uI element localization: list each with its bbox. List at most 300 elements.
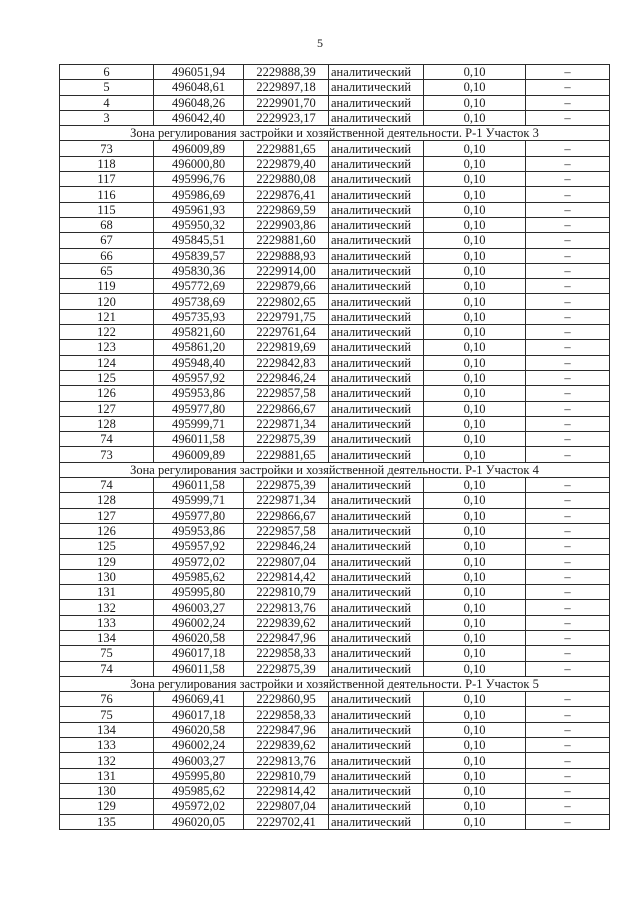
x-coordinate-cell: 496002,24 [154, 738, 244, 753]
accuracy-cell: 0,10 [424, 630, 526, 645]
x-coordinate-cell: 496020,05 [154, 814, 244, 829]
table-row [60, 386, 610, 401]
point-number-cell: 130 [60, 569, 154, 584]
method-cell: аналитический [329, 738, 424, 753]
accuracy-cell: 0,10 [424, 814, 526, 829]
table-row [60, 615, 610, 630]
table-row [60, 554, 610, 569]
table-row [60, 233, 610, 248]
accuracy-cell: 0,10 [424, 493, 526, 508]
accuracy-cell: 0,10 [424, 233, 526, 248]
accuracy-cell: 0,10 [424, 294, 526, 309]
description-cell: – [526, 325, 610, 340]
table-row [60, 340, 610, 355]
method-cell: аналитический [329, 814, 424, 829]
x-coordinate-cell: 495986,69 [154, 187, 244, 202]
description-cell: – [526, 370, 610, 385]
method-cell: аналитический [329, 539, 424, 554]
y-coordinate-cell: 2229810,79 [244, 585, 329, 600]
y-coordinate-cell: 2229881,65 [244, 447, 329, 462]
y-coordinate-cell: 2229807,04 [244, 554, 329, 569]
description-cell: – [526, 783, 610, 798]
y-coordinate-cell: 2229846,24 [244, 539, 329, 554]
description-cell: – [526, 279, 610, 294]
table-row [60, 738, 610, 753]
table-row [60, 692, 610, 707]
zone-header-row [60, 676, 610, 691]
accuracy-cell: 0,10 [424, 340, 526, 355]
point-number-cell: 119 [60, 279, 154, 294]
accuracy-cell: 0,10 [424, 80, 526, 95]
point-number-cell: 129 [60, 799, 154, 814]
description-cell: – [526, 187, 610, 202]
description-cell: – [526, 600, 610, 615]
table-row [60, 722, 610, 737]
y-coordinate-cell: 2229858,33 [244, 646, 329, 661]
x-coordinate-cell: 495977,80 [154, 401, 244, 416]
description-cell: – [526, 722, 610, 737]
x-coordinate-cell: 495972,02 [154, 554, 244, 569]
table-row [60, 95, 610, 110]
y-coordinate-cell: 2229876,41 [244, 187, 329, 202]
y-coordinate-cell: 2229903,86 [244, 217, 329, 232]
x-coordinate-cell: 496017,18 [154, 646, 244, 661]
y-coordinate-cell: 2229879,40 [244, 156, 329, 171]
method-cell: аналитический [329, 615, 424, 630]
description-cell: – [526, 799, 610, 814]
accuracy-cell: 0,10 [424, 738, 526, 753]
table-row [60, 523, 610, 538]
accuracy-cell: 0,10 [424, 508, 526, 523]
y-coordinate-cell: 2229847,96 [244, 630, 329, 645]
x-coordinate-cell: 496003,27 [154, 600, 244, 615]
x-coordinate-cell: 495957,92 [154, 370, 244, 385]
x-coordinate-cell: 495950,32 [154, 217, 244, 232]
accuracy-cell: 0,10 [424, 554, 526, 569]
y-coordinate-cell: 2229761,64 [244, 325, 329, 340]
method-cell: аналитический [329, 569, 424, 584]
table-row [60, 768, 610, 783]
accuracy-cell: 0,10 [424, 65, 526, 80]
description-cell: – [526, 217, 610, 232]
x-coordinate-cell: 496011,58 [154, 432, 244, 447]
method-cell: аналитический [329, 172, 424, 187]
accuracy-cell: 0,10 [424, 279, 526, 294]
y-coordinate-cell: 2229813,76 [244, 600, 329, 615]
description-cell: – [526, 248, 610, 263]
table-row [60, 65, 610, 80]
point-number-cell: 65 [60, 263, 154, 278]
description-cell: – [526, 401, 610, 416]
table-row [60, 355, 610, 370]
table-row [60, 432, 610, 447]
point-number-cell: 135 [60, 814, 154, 829]
x-coordinate-cell: 495985,62 [154, 783, 244, 798]
point-number-cell: 6 [60, 65, 154, 80]
x-coordinate-cell: 495830,36 [154, 263, 244, 278]
method-cell: аналитический [329, 294, 424, 309]
y-coordinate-cell: 2229869,59 [244, 202, 329, 217]
accuracy-cell: 0,10 [424, 386, 526, 401]
point-number-cell: 132 [60, 600, 154, 615]
description-cell: – [526, 630, 610, 645]
point-number-cell: 129 [60, 554, 154, 569]
method-cell: аналитический [329, 95, 424, 110]
y-coordinate-cell: 2229857,58 [244, 386, 329, 401]
table-row [60, 539, 610, 554]
x-coordinate-cell: 495861,20 [154, 340, 244, 355]
description-cell: – [526, 646, 610, 661]
y-coordinate-cell: 2229813,76 [244, 753, 329, 768]
point-number-cell: 68 [60, 217, 154, 232]
y-coordinate-cell: 2229871,34 [244, 493, 329, 508]
point-number-cell: 74 [60, 432, 154, 447]
accuracy-cell: 0,10 [424, 172, 526, 187]
table-row [60, 600, 610, 615]
method-cell: аналитический [329, 554, 424, 569]
x-coordinate-cell: 495953,86 [154, 523, 244, 538]
method-cell: аналитический [329, 141, 424, 156]
point-number-cell: 134 [60, 722, 154, 737]
accuracy-cell: 0,10 [424, 141, 526, 156]
page-number: 5 [317, 36, 323, 50]
y-coordinate-cell: 2229860,95 [244, 692, 329, 707]
point-number-cell: 75 [60, 646, 154, 661]
table-row [60, 661, 610, 676]
table-row [60, 187, 610, 202]
coordinates-table-body [60, 65, 610, 830]
accuracy-cell: 0,10 [424, 355, 526, 370]
x-coordinate-cell: 496051,94 [154, 65, 244, 80]
accuracy-cell: 0,10 [424, 110, 526, 125]
accuracy-cell: 0,10 [424, 95, 526, 110]
table-row [60, 80, 610, 95]
point-number-cell: 125 [60, 539, 154, 554]
accuracy-cell: 0,10 [424, 753, 526, 768]
accuracy-cell: 0,10 [424, 768, 526, 783]
zone-title: Зона регулирования застройки и хозяйственной деятельности. Р-1 Участок 3 [60, 126, 610, 141]
accuracy-cell: 0,10 [424, 539, 526, 554]
method-cell: аналитический [329, 661, 424, 676]
point-number-cell: 125 [60, 370, 154, 385]
x-coordinate-cell: 495972,02 [154, 799, 244, 814]
point-number-cell: 5 [60, 80, 154, 95]
y-coordinate-cell: 2229839,62 [244, 738, 329, 753]
description-cell: – [526, 692, 610, 707]
accuracy-cell: 0,10 [424, 799, 526, 814]
table-row [60, 707, 610, 722]
point-number-cell: 121 [60, 309, 154, 324]
accuracy-cell: 0,10 [424, 432, 526, 447]
accuracy-cell: 0,10 [424, 661, 526, 676]
y-coordinate-cell: 2229880,08 [244, 172, 329, 187]
point-number-cell: 126 [60, 523, 154, 538]
method-cell: аналитический [329, 630, 424, 645]
description-cell: – [526, 263, 610, 278]
y-coordinate-cell: 2229875,39 [244, 478, 329, 493]
table-row [60, 141, 610, 156]
y-coordinate-cell: 2229802,65 [244, 294, 329, 309]
accuracy-cell: 0,10 [424, 447, 526, 462]
description-cell: – [526, 202, 610, 217]
point-number-cell: 74 [60, 661, 154, 676]
description-cell: – [526, 141, 610, 156]
x-coordinate-cell: 496000,80 [154, 156, 244, 171]
x-coordinate-cell: 496069,41 [154, 692, 244, 707]
y-coordinate-cell: 2229879,66 [244, 279, 329, 294]
accuracy-cell: 0,10 [424, 523, 526, 538]
y-coordinate-cell: 2229807,04 [244, 799, 329, 814]
description-cell: – [526, 110, 610, 125]
y-coordinate-cell: 2229923,17 [244, 110, 329, 125]
accuracy-cell: 0,10 [424, 600, 526, 615]
method-cell: аналитический [329, 646, 424, 661]
method-cell: аналитический [329, 753, 424, 768]
y-coordinate-cell: 2229866,67 [244, 401, 329, 416]
method-cell: аналитический [329, 233, 424, 248]
y-coordinate-cell: 2229846,24 [244, 370, 329, 385]
y-coordinate-cell: 2229914,00 [244, 263, 329, 278]
method-cell: аналитический [329, 799, 424, 814]
table-row [60, 585, 610, 600]
method-cell: аналитический [329, 156, 424, 171]
point-number-cell: 128 [60, 416, 154, 431]
x-coordinate-cell: 495957,92 [154, 539, 244, 554]
y-coordinate-cell: 2229888,39 [244, 65, 329, 80]
description-cell: – [526, 707, 610, 722]
method-cell: аналитический [329, 478, 424, 493]
description-cell: – [526, 508, 610, 523]
method-cell: аналитический [329, 722, 424, 737]
method-cell: аналитический [329, 248, 424, 263]
table-row [60, 172, 610, 187]
accuracy-cell: 0,10 [424, 707, 526, 722]
table-row [60, 110, 610, 125]
y-coordinate-cell: 2229875,39 [244, 661, 329, 676]
x-coordinate-cell: 496003,27 [154, 753, 244, 768]
accuracy-cell: 0,10 [424, 309, 526, 324]
x-coordinate-cell: 496002,24 [154, 615, 244, 630]
table-row [60, 630, 610, 645]
point-number-cell: 134 [60, 630, 154, 645]
accuracy-cell: 0,10 [424, 569, 526, 584]
description-cell: – [526, 539, 610, 554]
y-coordinate-cell: 2229858,33 [244, 707, 329, 722]
point-number-cell: 120 [60, 294, 154, 309]
method-cell: аналитический [329, 508, 424, 523]
method-cell: аналитический [329, 187, 424, 202]
y-coordinate-cell: 2229871,34 [244, 416, 329, 431]
table-row [60, 447, 610, 462]
x-coordinate-cell: 496017,18 [154, 707, 244, 722]
method-cell: аналитический [329, 523, 424, 538]
y-coordinate-cell: 2229875,39 [244, 432, 329, 447]
point-number-cell: 124 [60, 355, 154, 370]
description-cell: – [526, 386, 610, 401]
table-row [60, 217, 610, 232]
method-cell: аналитический [329, 493, 424, 508]
description-cell: – [526, 768, 610, 783]
x-coordinate-cell: 496011,58 [154, 478, 244, 493]
method-cell: аналитический [329, 355, 424, 370]
method-cell: аналитический [329, 80, 424, 95]
x-coordinate-cell: 495845,51 [154, 233, 244, 248]
point-number-cell: 131 [60, 585, 154, 600]
point-number-cell: 132 [60, 753, 154, 768]
y-coordinate-cell: 2229847,96 [244, 722, 329, 737]
description-cell: – [526, 569, 610, 584]
method-cell: аналитический [329, 600, 424, 615]
x-coordinate-cell: 495953,86 [154, 386, 244, 401]
point-number-cell: 66 [60, 248, 154, 263]
table-row [60, 416, 610, 431]
method-cell: аналитический [329, 447, 424, 462]
table-row [60, 401, 610, 416]
x-coordinate-cell: 496048,26 [154, 95, 244, 110]
x-coordinate-cell: 495995,80 [154, 768, 244, 783]
table-row [60, 156, 610, 171]
point-number-cell: 127 [60, 401, 154, 416]
y-coordinate-cell: 2229814,42 [244, 783, 329, 798]
description-cell: – [526, 554, 610, 569]
method-cell: аналитический [329, 401, 424, 416]
y-coordinate-cell: 2229814,42 [244, 569, 329, 584]
x-coordinate-cell: 495985,62 [154, 569, 244, 584]
accuracy-cell: 0,10 [424, 370, 526, 385]
description-cell: – [526, 80, 610, 95]
zone-header-row [60, 462, 610, 477]
x-coordinate-cell: 495735,93 [154, 309, 244, 324]
table-row [60, 753, 610, 768]
description-cell: – [526, 478, 610, 493]
x-coordinate-cell: 495999,71 [154, 416, 244, 431]
point-number-cell: 115 [60, 202, 154, 217]
point-number-cell: 4 [60, 95, 154, 110]
point-number-cell: 133 [60, 615, 154, 630]
x-coordinate-cell: 495738,69 [154, 294, 244, 309]
description-cell: – [526, 447, 610, 462]
description-cell: – [526, 523, 610, 538]
x-coordinate-cell: 495977,80 [154, 508, 244, 523]
method-cell: аналитический [329, 692, 424, 707]
point-number-cell: 126 [60, 386, 154, 401]
y-coordinate-cell: 2229897,18 [244, 80, 329, 95]
point-number-cell: 123 [60, 340, 154, 355]
point-number-cell: 116 [60, 187, 154, 202]
x-coordinate-cell: 496020,58 [154, 722, 244, 737]
table-row [60, 783, 610, 798]
table-row [60, 646, 610, 661]
description-cell: – [526, 493, 610, 508]
method-cell: аналитический [329, 585, 424, 600]
method-cell: аналитический [329, 340, 424, 355]
point-number-cell: 122 [60, 325, 154, 340]
table-row [60, 799, 610, 814]
description-cell: – [526, 753, 610, 768]
coordinates-table [59, 64, 610, 830]
y-coordinate-cell: 2229819,69 [244, 340, 329, 355]
accuracy-cell: 0,10 [424, 248, 526, 263]
table-row [60, 370, 610, 385]
y-coordinate-cell: 2229839,62 [244, 615, 329, 630]
point-number-cell: 67 [60, 233, 154, 248]
table-row [60, 263, 610, 278]
method-cell: аналитический [329, 416, 424, 431]
accuracy-cell: 0,10 [424, 401, 526, 416]
x-coordinate-cell: 496048,61 [154, 80, 244, 95]
method-cell: аналитический [329, 202, 424, 217]
x-coordinate-cell: 496009,89 [154, 447, 244, 462]
description-cell: – [526, 416, 610, 431]
method-cell: аналитический [329, 279, 424, 294]
accuracy-cell: 0,10 [424, 187, 526, 202]
y-coordinate-cell: 2229842,83 [244, 355, 329, 370]
point-number-cell: 75 [60, 707, 154, 722]
y-coordinate-cell: 2229901,70 [244, 95, 329, 110]
description-cell: – [526, 585, 610, 600]
x-coordinate-cell: 495996,76 [154, 172, 244, 187]
table-row [60, 279, 610, 294]
description-cell: – [526, 309, 610, 324]
x-coordinate-cell: 496042,40 [154, 110, 244, 125]
x-coordinate-cell: 495995,80 [154, 585, 244, 600]
x-coordinate-cell: 495772,69 [154, 279, 244, 294]
accuracy-cell: 0,10 [424, 585, 526, 600]
table-row [60, 493, 610, 508]
description-cell: – [526, 156, 610, 171]
method-cell: аналитический [329, 432, 424, 447]
accuracy-cell: 0,10 [424, 722, 526, 737]
x-coordinate-cell: 495948,40 [154, 355, 244, 370]
method-cell: аналитический [329, 783, 424, 798]
point-number-cell: 133 [60, 738, 154, 753]
accuracy-cell: 0,10 [424, 217, 526, 232]
y-coordinate-cell: 2229702,41 [244, 814, 329, 829]
description-cell: – [526, 738, 610, 753]
accuracy-cell: 0,10 [424, 325, 526, 340]
method-cell: аналитический [329, 65, 424, 80]
point-number-cell: 74 [60, 478, 154, 493]
accuracy-cell: 0,10 [424, 783, 526, 798]
accuracy-cell: 0,10 [424, 615, 526, 630]
point-number-cell: 117 [60, 172, 154, 187]
x-coordinate-cell: 496009,89 [154, 141, 244, 156]
table-row [60, 248, 610, 263]
description-cell: – [526, 294, 610, 309]
x-coordinate-cell: 496011,58 [154, 661, 244, 676]
accuracy-cell: 0,10 [424, 692, 526, 707]
description-cell: – [526, 172, 610, 187]
y-coordinate-cell: 2229857,58 [244, 523, 329, 538]
table-row [60, 202, 610, 217]
table-row [60, 569, 610, 584]
point-number-cell: 73 [60, 447, 154, 462]
accuracy-cell: 0,10 [424, 156, 526, 171]
description-cell: – [526, 340, 610, 355]
point-number-cell: 128 [60, 493, 154, 508]
x-coordinate-cell: 495821,60 [154, 325, 244, 340]
description-cell: – [526, 65, 610, 80]
zone-title: Зона регулирования застройки и хозяйственной деятельности. Р-1 Участок 4 [60, 462, 610, 477]
description-cell: – [526, 95, 610, 110]
point-number-cell: 131 [60, 768, 154, 783]
accuracy-cell: 0,10 [424, 263, 526, 278]
method-cell: аналитический [329, 325, 424, 340]
x-coordinate-cell: 495961,93 [154, 202, 244, 217]
point-number-cell: 76 [60, 692, 154, 707]
method-cell: аналитический [329, 309, 424, 324]
method-cell: аналитический [329, 263, 424, 278]
